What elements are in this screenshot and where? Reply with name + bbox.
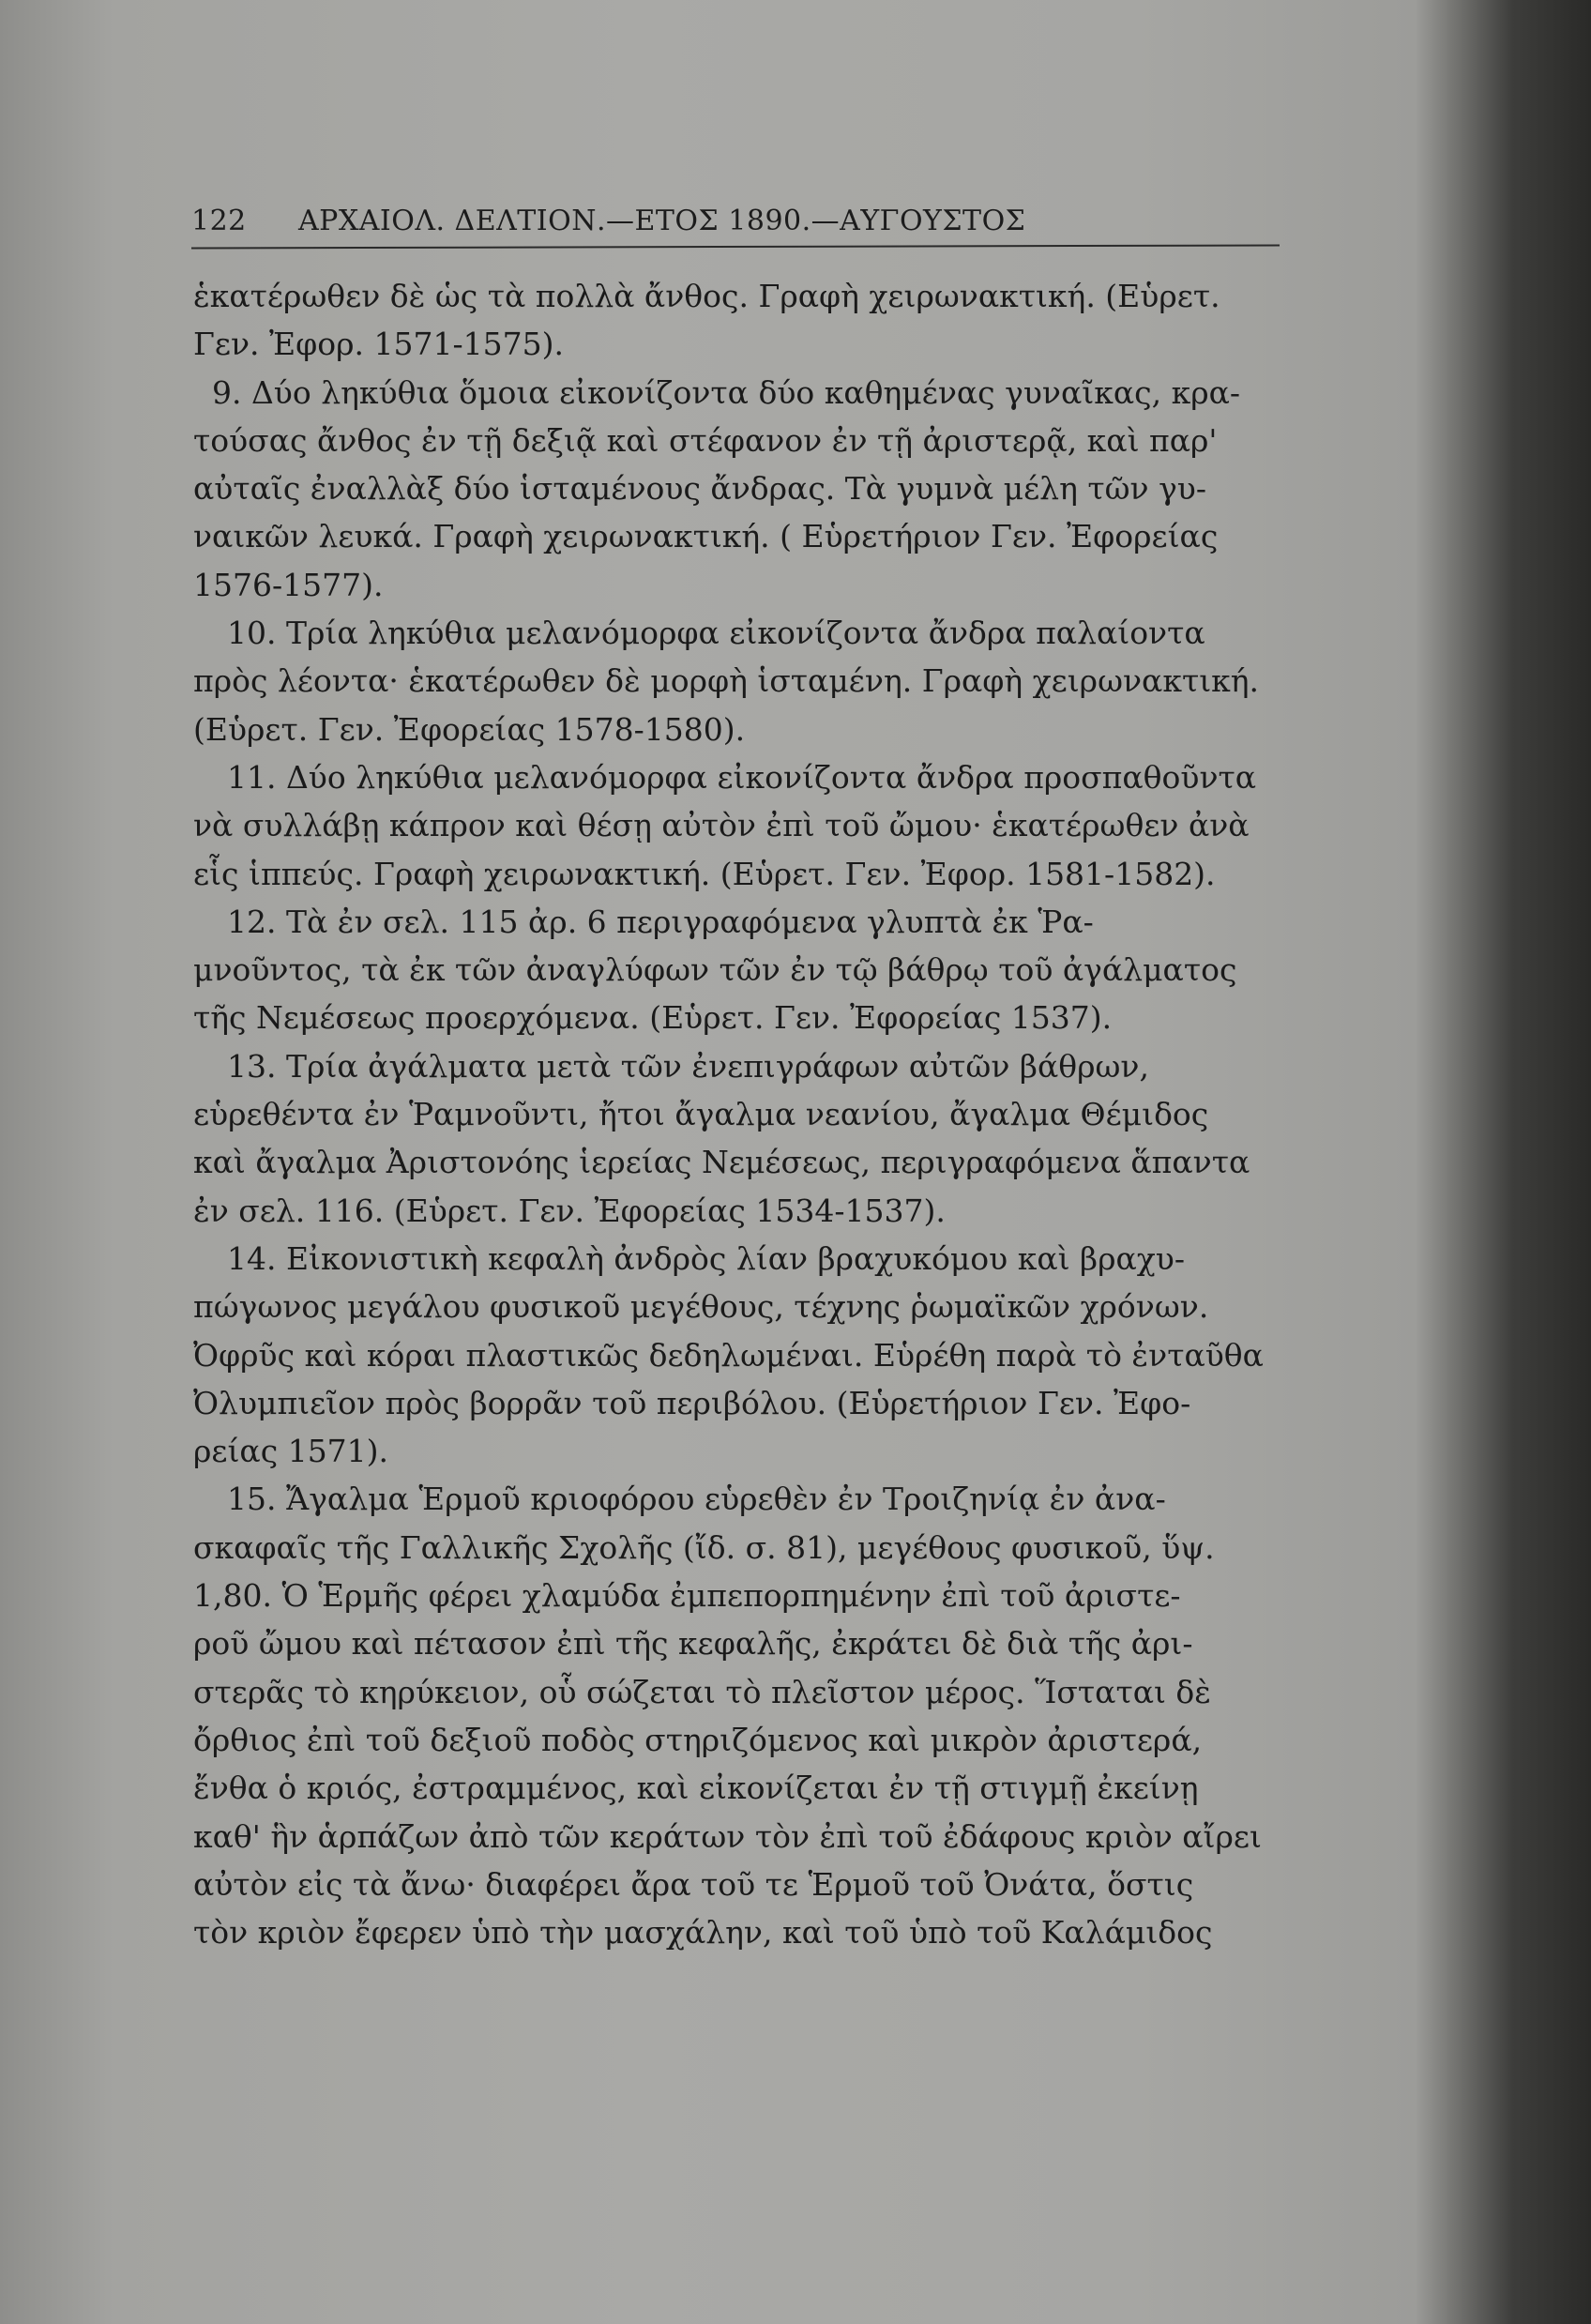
text-line: πρὸς λέοντα· ἑκατέρωθεν δὲ μορφὴ ἱσταμένη. Γραφὴ χειρωνακτική. [193, 662, 1260, 700]
text-line: Ὀφρῦς καὶ κόραι πλαστικῶς δεδηλωμέναι. Εὑρέθη παρὰ τὸ ἐνταῦθα [193, 1336, 1264, 1374]
text-line: στερᾶς τὸ κηρύκειον, οὗ σώζεται τὸ πλεῖστον μέρος. Ἵσταται δὲ [193, 1673, 1212, 1710]
text-line: 1,80. Ὁ Ἑρμῆς φέρει χλαμύδα ἐμπεπορπημένην ἐπὶ τοῦ ἀριστε- [193, 1577, 1181, 1615]
text-line: πώγωνος μεγάλου φυσικοῦ μεγέθους, τέχνης ῥωμαϊκῶν χρόνων. [193, 1288, 1209, 1326]
text-line: καθ' ἣν ἁρπάζων ἀπὸ τῶν κεράτων τὸν ἐπὶ τοῦ ἐδάφους κριὸν αἴρει [193, 1817, 1262, 1855]
page-header [191, 195, 1280, 251]
text-line: τούσας ἄνθος ἐν τῇ δεξιᾷ καὶ στέφανον ἐν τῇ ἀριστερᾷ, καὶ παρ' [193, 421, 1218, 459]
running-head: ΑΡΧΑΙΟΛ. ΔΕΛΤΙΟΝ.—ΕΤΟΣ 1890.—ΑΥΓΟΥΣΤΟΣ [298, 205, 1026, 237]
text-line: ναικῶν λευκά. Γραφὴ χειρωνακτική. ( Εὑρετήριον Γεν. Ἐφορείας [193, 518, 1219, 555]
text-line: 10. Τρία ληκύθια μελανόμορφα εἰκονίζοντα ἄνδρα παλαίοντα [227, 615, 1205, 652]
text-line: αὐτὸν εἰς τὰ ἄνω· διαφέρει ἄρα τοῦ τε Ἑρμοῦ τοῦ Ὀνάτα, ὅστις [193, 1865, 1194, 1903]
text-line: ἔνθα ὁ κριός, ἐστραμμένος, καὶ εἰκονίζεται ἐν τῇ στιγμῇ ἐκείνῃ [193, 1770, 1199, 1807]
text-line: ροῦ ὤμου καὶ πέτασον ἐπὶ τῆς κεφαλῆς, ἐκράτει δὲ διὰ τῆς ἀρι- [193, 1625, 1193, 1663]
text-line: Γεν. Ἐφορ. 1571-1575). [193, 326, 565, 363]
text-line: 12. Τὰ ἐν σελ. 115 ἀρ. 6 περιγραφόμενα γλυπτὰ ἐκ Ῥα- [227, 903, 1094, 940]
text-line: τὸν κριὸν ἔφερεν ὑπὸ τὴν μασχάλην, καὶ τοῦ ὑπὸ τοῦ Καλάμιδος [193, 1914, 1213, 1952]
text-line: (Εὑρετ. Γεν. Ἐφορείας 1578-1580). [193, 710, 746, 748]
text-line: ἑκατέρωθεν δὲ ὡς τὰ πολλὰ ἄνθος. Γραφὴ χειρωνακτική. (Εὑρετ. [193, 278, 1220, 314]
text-line: 13. Τρία ἀγάλματα μετὰ τῶν ἐνεπιγράφων αὐτῶν βάθρων, [227, 1047, 1149, 1085]
text-line: μνοῦντος, τὰ ἐκ τῶν ἀναγλύφων τῶν ἐν τῷ βάθρῳ τοῦ ἀγάλματος [193, 951, 1237, 989]
text-line: ἐν σελ. 116. (Εὑρετ. Γεν. Ἐφορείας 1534-1537). [193, 1192, 946, 1229]
text-line: τῆς Νεμέσεως προερχόμενα. (Εὑρετ. Γεν. Ἐφορείας 1537). [193, 999, 1113, 1037]
text-line: 14. Εἰκονιστικὴ κεφαλὴ ἀνδρὸς λίαν βραχυκόμου καὶ βραχυ- [227, 1239, 1186, 1277]
page-body-text [193, 272, 1319, 1956]
text-line: εἷς ἱππεύς. Γραφὴ χειρωνακτική. (Εὑρετ. Γεν. Ἐφορ. 1581-1582). [193, 855, 1216, 892]
text-line: σκαφαῖς τῆς Γαλλικῆς Σχολῆς (ἴδ. σ. 81), μεγέθους φυσικοῦ, ὕψ. [193, 1528, 1215, 1566]
text-line: 11. Δύο ληκύθια μελανόμορφα εἰκονίζοντα ἄνδρα προσπαθοῦντα [227, 758, 1257, 796]
text-line: καὶ ἄγαλμα Ἀριστονόης ἱερείας Νεμέσεως, περιγραφόμενα ἅπαντα [193, 1144, 1250, 1181]
text-line: 9. Δύο ληκύθια ὅμοια εἰκονίζοντα δύο καθημένας γυναῖκας, κρα- [212, 373, 1241, 411]
text-line: ὄρθιος ἐπὶ τοῦ δεξιοῦ ποδὸς στηριζόμενος καὶ μικρὸν ἀριστερά, [193, 1721, 1203, 1758]
page-number: 122 [191, 205, 247, 237]
text-line: ρείας 1571). [193, 1433, 389, 1470]
text-line: Ὀλυμπιεῖον πρὸς βορρᾶν τοῦ περιβόλου. (Εὑρετήριον Γεν. Ἐφο- [193, 1384, 1191, 1421]
book-gutter-shadow [1417, 0, 1591, 2324]
text-line: 1576-1577). [193, 566, 384, 603]
text-line: νὰ συλλάβῃ κάπρον καὶ θέσῃ αὐτὸν ἐπὶ τοῦ ὤμου· ἑκατέρωθεν ἀνὰ [193, 807, 1250, 844]
text-line: εὑρεθέντα ἐν Ῥαμνοῦντι, ἤτοι ἄγαλμα νεανίου, ἄγαλμα Θέμιδος [193, 1096, 1209, 1133]
text-line: 15. Ἄγαλμα Ἑρμοῦ κριοφόρου εὑρεθὲν ἐν Τροιζηνίᾳ ἐν ἀνα- [227, 1481, 1166, 1518]
text-line: αὐταῖς ἐναλλὰξ δύο ἱσταμένους ἄνδρας. Τὰ γυμνὰ μέλη τῶν γυ- [193, 470, 1207, 508]
